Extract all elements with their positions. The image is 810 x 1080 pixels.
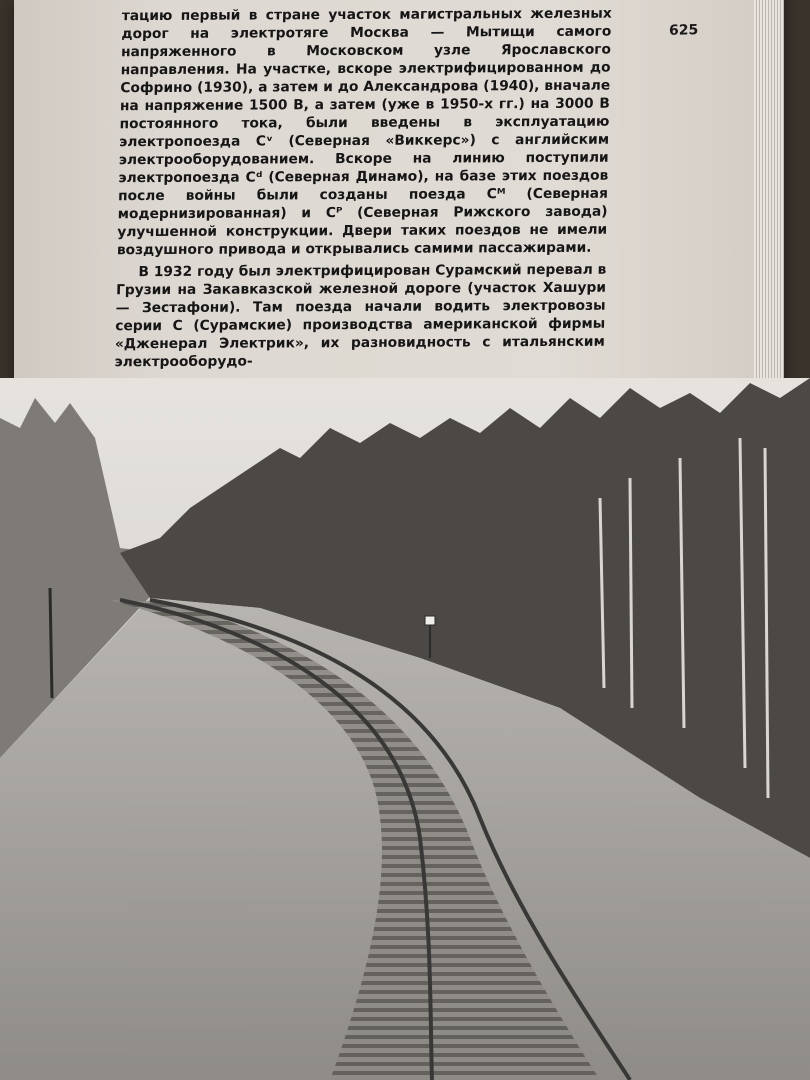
body-text: [114, 5, 612, 372]
page-number: 625: [669, 22, 699, 39]
paragraph-1: тацию первый в стране участок магистральных железных дорог на электротяге Москва — Мытищи самого напряженного в Московском узле Ярославского направления. На участке, вскоре электрифицированном до Софрино (1930), а затем и до Александрова (1940), вначале на напряжение 1500 В, а затем (уже в 1950-х гг.) на 3000 В постоянного тока, были введены в эксплуатацию электропоезда Сᵛ (Северная «Виккерс») с английским электрооборудованием. Вскоре на линию поступили электропоезда Сᵈ (Северная Динамо), на базе этих поездов после войны были созданы поезда Сᴹ (Северная модернизированная) и Сᴾ (Северная Рижского завода) улучшенной конструкции. Двери таких поездов не имели воздушного привода и открывались самими пассажирами.: [116, 5, 612, 259]
signal-post: [50, 588, 52, 698]
railway-photo: [0, 378, 810, 1080]
paragraph-2: В 1932 году был электрифицирован Сурамский перевал в Грузии на Закавказской железной дороге (участок Хашури — Зестафони). Там поезда начали водить электровозы серии С (Сурамские) производства американской фирмы «Дженерал Электрик», их разновидность с итальянским электрооборудо-: [114, 261, 607, 371]
railway-photo-image: [0, 378, 810, 1080]
